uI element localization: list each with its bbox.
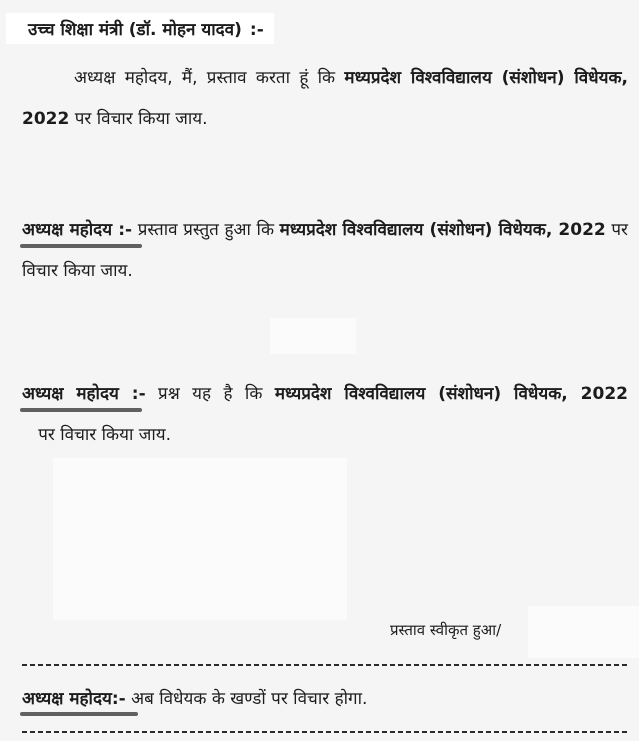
motion-text: अध्यक्ष महोदय, मैं, प्रस्ताव करता हूं कि: [74, 68, 345, 88]
heading-colon: :-: [249, 20, 264, 40]
dashed-divider: [22, 731, 627, 733]
speaker-text: अध्यक्ष महोदय:-: [22, 689, 126, 709]
speaker-text: अध्यक्ष महोदय :-: [22, 220, 133, 240]
question-tail: पर विचार किया जाय.: [22, 425, 172, 445]
presented-text: प्रस्ताव प्रस्तुत हुआ कि: [132, 220, 280, 240]
question-text: प्रश्न यह है कि: [145, 384, 275, 404]
speaker-label: [22, 384, 146, 404]
heading-label: उच्च शिक्षा मंत्री (डॉ. मोहन यादव): [28, 20, 242, 40]
scan-patch: [270, 318, 356, 354]
speaker-paragraph-question: [22, 374, 628, 456]
clauses-text: अब विधेयक के खण्डों पर विचार होगा.: [125, 689, 368, 709]
scan-patch: [528, 606, 639, 658]
presented-tail: पर विचार किया जाय.: [22, 220, 629, 281]
dashed-divider: [22, 664, 627, 666]
speaker-paragraph-presented: [22, 210, 628, 292]
speaker-underline: [20, 244, 142, 248]
minister-heading: [6, 13, 274, 44]
motion-accepted: प्रस्ताव स्वीकृत हुआ/: [390, 621, 502, 639]
bill-name: मध्यप्रदेश विश्वविद्यालय (संशोधन) विधेयक, 2022: [274, 384, 628, 404]
speaker-label: [22, 220, 132, 240]
bill-name: मध्यप्रदेश विश्वविद्यालय (संशोधन) विधेयक, 2022: [22, 68, 628, 129]
speaker-paragraph-clauses: [22, 684, 367, 714]
speaker-text: अध्यक्ष महोदय :-: [22, 384, 146, 404]
speaker-underline: [20, 408, 142, 412]
bill-name: मध्यप्रदेश विश्वविद्यालय (संशोधन) विधेयक, 2022: [279, 220, 606, 240]
motion-paragraph: [22, 58, 628, 140]
scan-patch: [53, 458, 347, 620]
speaker-label: [22, 689, 126, 709]
motion-tail: पर विचार किया जाय.: [69, 109, 208, 129]
speaker-underline: [20, 712, 138, 716]
